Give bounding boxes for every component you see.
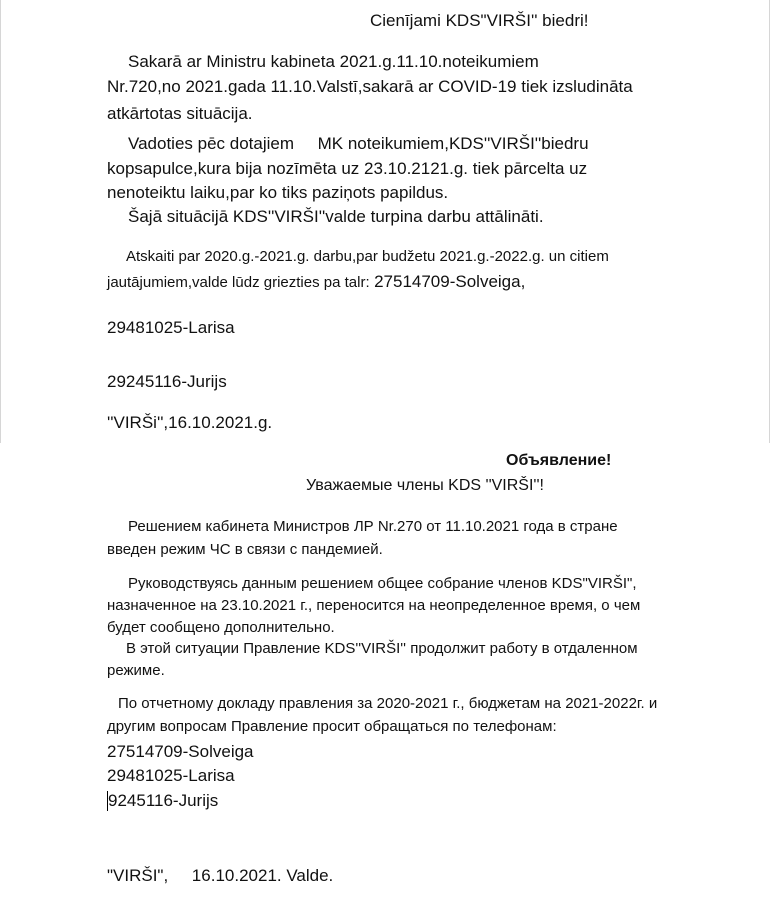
russian-paragraph-2-line-1: Руководствуясь данным решением общее собрание членов KDS"VIRŠI", [128, 575, 637, 592]
latvian-paragraph-2-line-3: nenoteiktu laiku,par ko tiks paziņots papildus. [107, 183, 449, 202]
russian-greeting: Уважаемые члены KDS ''VIRŠI''! [306, 477, 544, 494]
text-cursor[interactable] [107, 791, 108, 811]
russian-signature: "VIRŠI", 16.10.2021. Valde. [107, 866, 334, 885]
russian-paragraph-3-line-1: В этой ситуации Правление KDS''VIRŠI'' продолжит работу в отдаленном [126, 640, 638, 657]
latvian-paragraph-1-line-2: Nr.720,no 2021.gada 11.10.Valstī,sakarā ar COVID-19 tiek izsludināta [107, 77, 633, 96]
russian-phone-larisa: 29481025-Larisa [107, 766, 235, 785]
russian-heading: Объявление! [506, 452, 612, 469]
russian-paragraph-1-line-1: Решением кабинета Министров ЛР Nr.270 от 11.10.2021 года в стране [128, 518, 618, 535]
russian-phone-jurijs: 9245116-Jurijs [108, 791, 219, 810]
page-edge-left [0, 0, 1, 443]
russian-paragraph-4-line-1: По отчетному докладу правления за 2020-2021 г., бюджетам на 2021-2022г. и [118, 695, 658, 712]
latvian-paragraph-2-line-1: Vadoties pēc dotajiem MK noteikumiem,KDS''VIRŠI''biedru [128, 134, 589, 153]
latvian-greeting: Cienījami KDS"VIRŠI'' biedri! [370, 11, 589, 30]
latvian-paragraph-1-line-1: Sakarā ar Ministru kabineta 2021.g.11.10.noteikumiem [128, 52, 539, 71]
russian-paragraph-1-line-2: введен режим ЧС в связи с пандемией. [107, 541, 383, 558]
latvian-paragraph-1-line-3: atkārtotas situācija. [107, 104, 253, 123]
latvian-phone-larisa: 29481025-Larisa [107, 318, 235, 337]
latvian-phone-solveiga: 27514709-Solveiga, [374, 272, 526, 291]
page-edge-right [769, 0, 770, 443]
latvian-paragraph-3: Šajā situācijā KDS''VIRŠI''valde turpina darbu attālināti. [128, 207, 544, 226]
latvian-paragraph-4-line-1: Atskaiti par 2020.g.-2021.g. darbu,par budžetu 2021.g.-2022.g. un citiem [126, 248, 609, 265]
russian-paragraph-2-line-3: будет сообщено дополнительно. [107, 619, 335, 636]
latvian-signature: ''VIRŠi'',16.10.2021.g. [107, 413, 273, 432]
russian-paragraph-4-line-2: другим вопросам Правление просит обращаться по телефонам: [107, 718, 557, 735]
latvian-phone-jurijs: 29245116-Jurijs [107, 372, 227, 391]
latvian-paragraph-4-line-2 [107, 272, 525, 292]
russian-paragraph-2-line-2: назначенное на 23.10.2021 г., переносится на неопределенное время, о чем [107, 597, 641, 614]
latvian-paragraph-2-line-2: kopsapulce,kura bija nozīmēta uz 23.10.2121.g. tiek pārcelta uz [107, 159, 588, 178]
latvian-contact-request: jautājumiem,valde lūdz griezties pa talr: [107, 274, 370, 291]
russian-phone-solveiga: 27514709-Solveiga [107, 742, 254, 761]
russian-paragraph-3-line-2: режиме. [107, 662, 165, 679]
